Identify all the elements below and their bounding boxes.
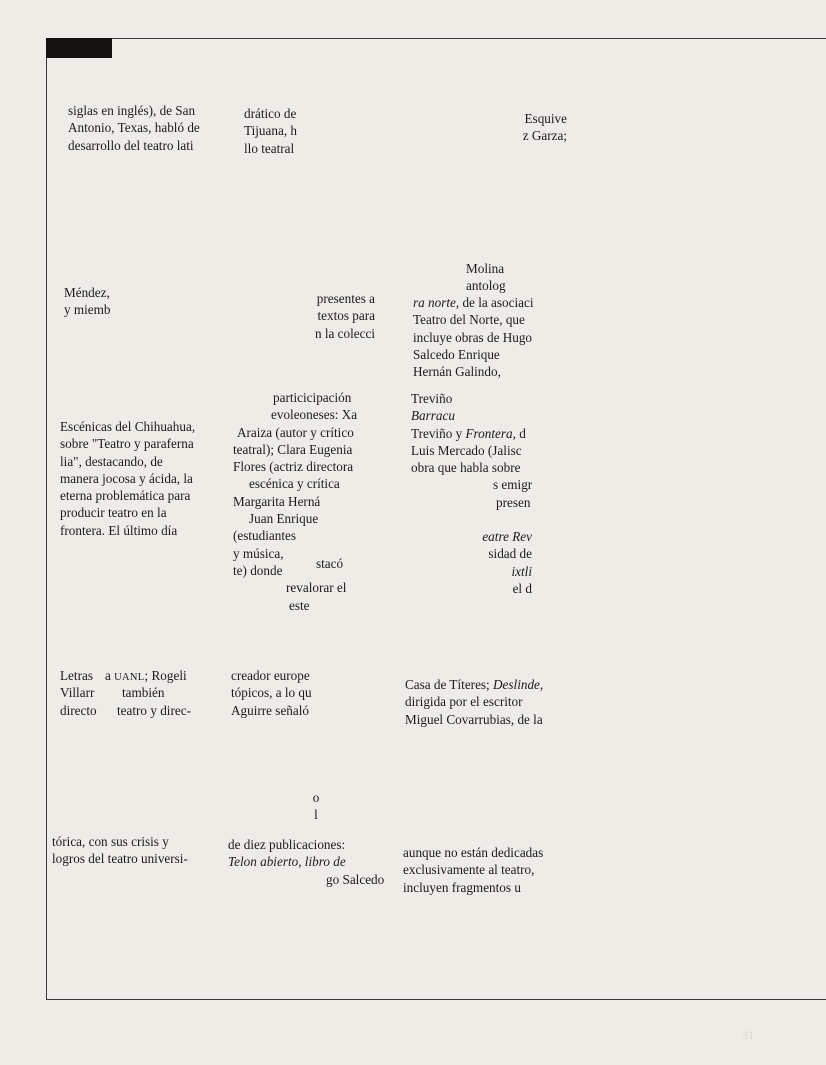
text-block-18 — [52, 833, 212, 868]
text-line: Antonio, Texas, habló de — [68, 120, 200, 136]
text-line: l — [314, 807, 318, 823]
text-line: este — [289, 597, 310, 613]
text-block-19 — [228, 836, 385, 888]
text-line: s emigr — [493, 477, 533, 493]
text-line: n la colecci — [314, 325, 375, 341]
text-line: particicipación — [273, 390, 352, 405]
text-block-14 — [105, 667, 210, 719]
italic-title: ra norte — [413, 295, 456, 310]
text-line: Escénicas del Chihuahua, — [60, 419, 196, 434]
text-line: teatro y direc- — [117, 702, 191, 718]
text-line: escénica y crítica — [249, 476, 340, 492]
text-block-2 — [244, 105, 314, 157]
text-line: producir teatro en la — [60, 505, 167, 521]
text-line: Juan Enrique — [249, 511, 319, 527]
text-line: manera jocosa y ácida, la — [60, 470, 193, 486]
text-line: de diez publicaciones: — [228, 837, 346, 852]
text-line: eatre Rev — [482, 529, 532, 544]
text-line: lia", destacando, de — [60, 453, 163, 469]
text-line: Aguirre señaló — [231, 702, 309, 718]
text-line: incluye obras de Hugo — [413, 329, 533, 345]
italic-title: Telon abierto, libro de — [228, 854, 346, 870]
text-line: teatral); Clara Eugenia — [233, 441, 353, 457]
text-block-16 — [405, 676, 565, 728]
text-line: textos para — [317, 308, 375, 324]
text-line: Salcedo Enrique — [413, 346, 500, 362]
text-line: Luis Mercado (Jalisc — [411, 442, 522, 458]
text-line: Villarr — [60, 685, 95, 701]
text-block-3 — [480, 110, 567, 145]
text-line: stacó — [316, 556, 344, 571]
text-block-1 — [68, 102, 218, 154]
text-line: exclusivamente al teatro, — [403, 862, 535, 878]
text-line: tópicos, a lo qu — [231, 685, 312, 701]
text-block-20 — [403, 844, 568, 896]
text-line: Treviño — [411, 391, 453, 406]
small-caps-text: UANL — [114, 672, 145, 683]
text-line: sobre "Teatro y paraferna — [60, 436, 194, 452]
text-block-8 — [233, 389, 378, 614]
text-line: Molina — [466, 261, 505, 276]
text-line: aunque no están dedicadas — [403, 845, 544, 860]
text-line: (estudiantes — [233, 528, 296, 544]
text-line: Letras — [60, 668, 93, 683]
text-block-9 — [60, 418, 225, 539]
text-line: y música, — [233, 545, 284, 561]
text-line: llo teatral — [244, 140, 295, 156]
text-line: z Garza; — [522, 128, 567, 144]
text-line: el d — [512, 580, 532, 596]
corner-tab — [46, 38, 112, 58]
text-line: incluyen fragmentos u — [403, 879, 521, 895]
text-line: directo — [60, 702, 97, 718]
text-line: antolog — [466, 278, 506, 294]
text-line: siglas en inglés), de San — [68, 103, 196, 118]
text-line: y miemb — [64, 302, 111, 318]
text-block-7 — [413, 294, 563, 380]
text-block-4 — [466, 260, 526, 295]
text-line: frontera. El último día — [60, 522, 178, 538]
text-line: creador europe — [231, 668, 310, 683]
text-block-13 — [60, 667, 100, 719]
text-line: también — [122, 685, 165, 701]
text-line: evoleoneses: Xa — [271, 407, 358, 423]
text-line: go Salcedo — [326, 871, 385, 887]
text-line: Miguel Covarrubias, de la — [405, 711, 543, 727]
text-line: Esquive — [524, 111, 567, 126]
text-line: ixtli — [511, 563, 532, 579]
text-line: Araiza (autor y crítico — [237, 424, 354, 440]
text-block-17 — [306, 789, 326, 824]
text-line: Tijuana, h — [244, 123, 298, 139]
text-line: obra que habla sobre — [411, 460, 521, 476]
text-line: desarrollo del teatro lati — [68, 137, 194, 153]
text-line: ra norte, de la asociaci — [413, 295, 534, 310]
text-block-15 — [231, 667, 341, 719]
text-line: sidad de — [488, 546, 532, 562]
text-line: eterna problemática para — [60, 488, 191, 504]
text-line: a UANL; Rogeli — [105, 668, 187, 683]
text-line: Hernán Galindo, — [413, 364, 501, 380]
text-line: Barracu — [411, 408, 455, 424]
text-line: revalorar el — [286, 580, 347, 596]
text-block-10 — [411, 390, 551, 511]
text-block-5 — [64, 284, 124, 319]
text-line: dirigida por el escritor — [405, 694, 523, 710]
text-line: Flores (actriz directora — [233, 459, 354, 475]
text-line: logros del teatro universi- — [52, 851, 188, 867]
text-block-6 — [280, 290, 375, 342]
page-number: 31 — [742, 1028, 754, 1042]
text-line: Méndez, — [64, 285, 110, 300]
text-line: Margarita Herná — [233, 493, 321, 509]
text-line: tórica, con sus crisis y — [52, 834, 169, 849]
text-line — [228, 853, 368, 870]
text-line: presentes a — [316, 291, 375, 306]
text-line: presen — [496, 494, 531, 510]
text-line: o — [312, 790, 320, 805]
text-line: Treviño y Frontera, d — [411, 425, 526, 441]
text-line: Casa de Títeres; Deslinde, — [405, 677, 544, 692]
text-line: Teatro del Norte, que — [413, 312, 525, 328]
text-block-11 — [470, 528, 532, 597]
text-line: drático de — [244, 106, 297, 121]
text-line: te) donde — [233, 562, 283, 578]
text-block-12 — [316, 555, 356, 572]
